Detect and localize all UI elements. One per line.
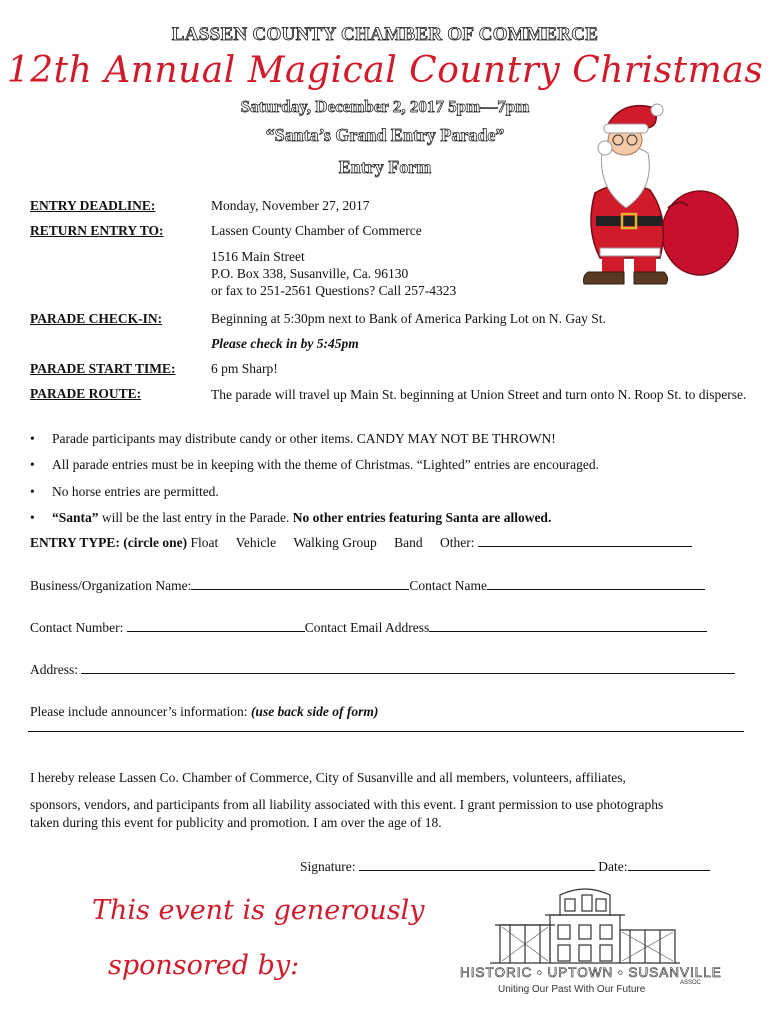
return-value: Lassen County Chamber of Commerce (211, 223, 422, 238)
checkin-value: Beginning at 5:30pm next to Bank of America Parking Lot on N. Gay St. (211, 311, 606, 326)
address-line3: or fax to 251-2561 Questions? Call 257-4323 (211, 283, 457, 298)
option-walking-group[interactable]: Walking Group (293, 535, 377, 550)
contact-name-label: Contact Name (409, 578, 487, 593)
entry-type-row (30, 534, 692, 551)
business-field[interactable] (191, 577, 409, 590)
event-title: 12th Annual Magical Country Christmas (6, 50, 764, 91)
release-line1: I hereby release Lassen Co. Chamber of Commerce, City of Susanville and all members, volunteers, affiliates, (30, 770, 626, 785)
sponsor-line2: sponsored by: (108, 950, 300, 981)
business-row (30, 577, 705, 594)
option-vehicle[interactable]: Vehicle (235, 535, 277, 550)
form-name: Entry Form (338, 157, 432, 177)
event-date: Saturday, December 2, 2017 5pm—7pm (240, 97, 530, 116)
address-row (30, 661, 735, 678)
start-value: 6 pm Sharp! (211, 361, 278, 376)
contact-number-field[interactable] (127, 619, 305, 632)
other-field[interactable] (478, 534, 692, 547)
rule-text: No horse entries are permitted. (52, 484, 219, 499)
santa-bold: “Santa” (52, 510, 99, 525)
signature-label: Signature: (300, 859, 356, 874)
logo-text: HISTORIC • UPTOWN • SUSANVILLE (460, 965, 722, 980)
announcer-field[interactable] (28, 731, 744, 732)
signature-row (300, 858, 710, 875)
santa-bold-end: No other entries featuring Santa are allowed. (292, 510, 552, 525)
org-header: LASSEN COUNTY CHAMBER OF COMMERCE (171, 24, 599, 45)
contact-email-label: Contact Email Address (304, 620, 430, 635)
parade-name: “Santa’s Grand Entry Parade” (265, 125, 505, 145)
start-label: PARADE START TIME: (30, 361, 176, 376)
route-value: The parade will travel up Main St. beginning at Union Street and turn onto N. Roop St. to disperse. (211, 387, 747, 402)
contact-number-label: Contact Number: (30, 620, 124, 635)
route-label: PARADE ROUTE: (30, 386, 142, 401)
bullet-icon: • (30, 431, 35, 446)
business-label: Business/Organization Name: (30, 578, 192, 593)
date-field[interactable] (628, 858, 710, 871)
bullet-icon: • (30, 484, 35, 499)
logo-small: ASSOC (680, 980, 702, 986)
santa-middle: will be the last entry in the Parade. (98, 510, 293, 525)
rule-text: Parade participants may distribute candy or other items. CANDY MAY NOT BE THROWN! (52, 431, 556, 446)
release-line2: sponsors, vendors, and participants from all liability associated with this event. I grant permission to use photographs (30, 797, 664, 812)
release-line3: taken during this event for publicity and promotion. I am over the age of 18. (30, 815, 442, 830)
bullet-icon: • (30, 510, 35, 525)
announcer-row (30, 704, 378, 720)
checkin-label: PARADE CHECK-IN: (30, 311, 163, 326)
option-band[interactable]: Band (394, 535, 423, 550)
contact-row (30, 619, 707, 636)
announcer-label: Please include announcer’s information: (30, 704, 251, 719)
deadline-label: ENTRY DEADLINE: (30, 198, 156, 213)
option-float[interactable]: Float (190, 535, 219, 550)
announcer-note: (use back side of form) (250, 704, 379, 719)
address-label: Address: (30, 662, 78, 677)
signature-field[interactable] (359, 858, 595, 871)
sponsor-line1: This event is generously (92, 895, 425, 926)
deadline-value: Monday, November 27, 2017 (211, 198, 370, 213)
address-line2: P.O. Box 338, Susanville, Ca. 96130 (211, 266, 409, 281)
return-label: RETURN ENTRY TO: (30, 223, 164, 238)
entry-type-label: ENTRY TYPE: (circle one) (30, 535, 188, 550)
contact-email-field[interactable] (429, 619, 707, 632)
option-other[interactable]: Other: (440, 535, 475, 550)
address-field[interactable] (81, 661, 735, 674)
logo-tagline: Uniting Our Past With Our Future (498, 984, 646, 995)
rule-text (52, 510, 551, 526)
address-line1: 1516 Main Street (211, 249, 305, 264)
rule-text: All parade entries must be in keeping with the theme of Christmas. “Lighted” entries are encouraged. (52, 457, 599, 472)
date-label: Date: (598, 859, 628, 874)
bullet-icon: • (30, 457, 35, 472)
santa-illustration (560, 98, 745, 288)
contact-name-field[interactable] (487, 577, 705, 590)
checkin-note: Please check in by 5:45pm (211, 336, 359, 351)
historic-uptown-building-icon (490, 885, 680, 965)
